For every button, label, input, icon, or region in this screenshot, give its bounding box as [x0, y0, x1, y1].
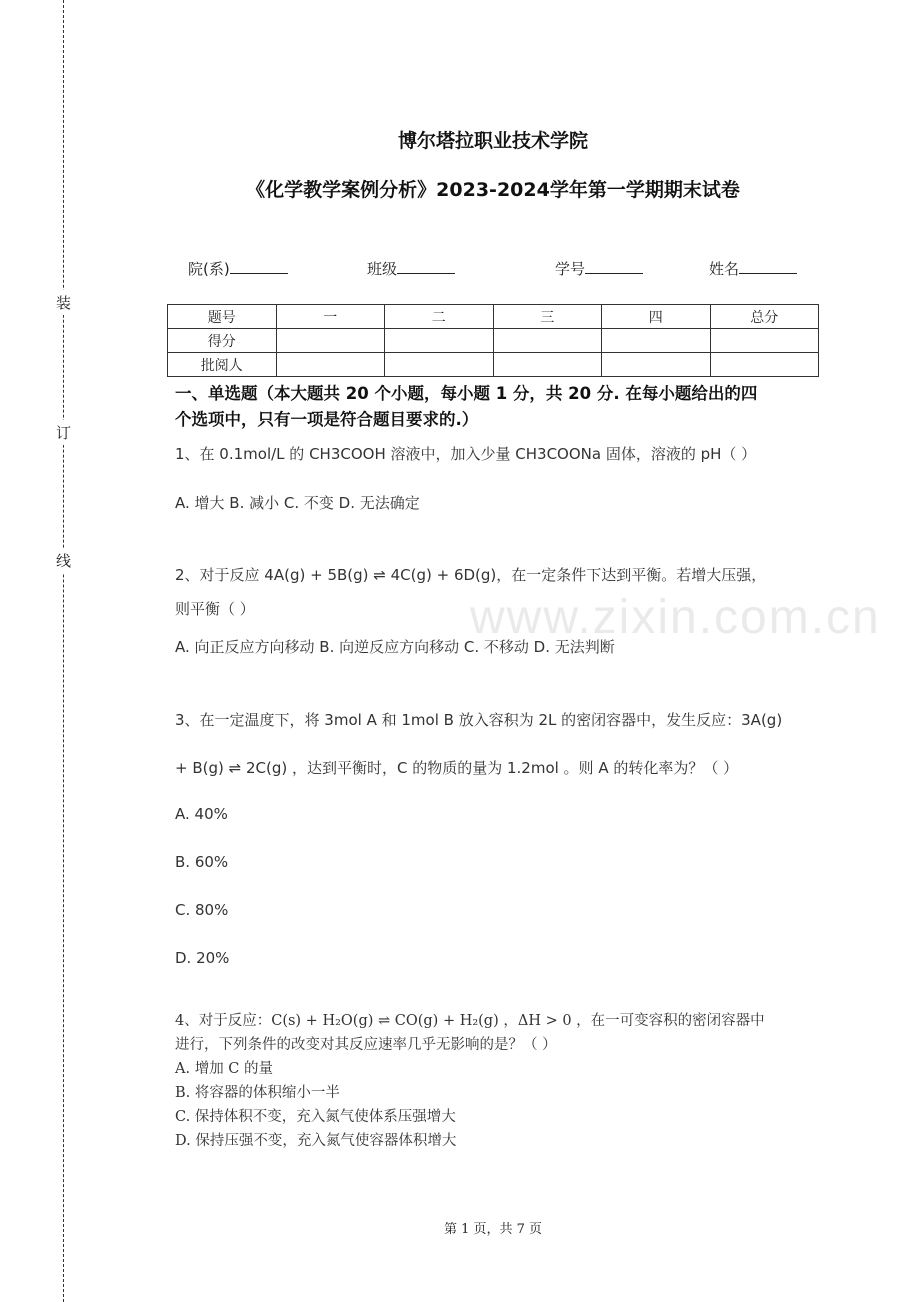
- score-table-header-row: [168, 305, 819, 329]
- grader-cell[interactable]: [602, 353, 711, 377]
- info-field-name: 姓名: [709, 258, 797, 279]
- col-header-total: 总分: [710, 305, 819, 329]
- info-field-class: 班级: [367, 258, 455, 279]
- page-footer: 第 1 页，共 7 页: [443, 1222, 543, 1237]
- q1-stem: 1、在 0.1mol/L 的 CH3COOH 溶液中，加入少量 CH3COONa 固体，溶液的 pH（ ）: [175, 445, 757, 463]
- q2-options: A. 向正反应方向移动 B. 向逆反应方向移动 C. 不移动 D. 无法判断: [175, 638, 615, 656]
- grader-cell[interactable]: [493, 353, 602, 377]
- q4-stem-line1: 4、对于反应：C(s) + H₂O(g) ⇌ CO(g) + H₂(g) ，ΔH > 0 ，在一可变容积的密闭容器中: [175, 1013, 765, 1029]
- student-info-row: [0, 258, 920, 282]
- q4-option-b: B. 将容器的体积缩小一半: [175, 1085, 340, 1101]
- grader-cell[interactable]: [710, 353, 819, 377]
- q3-option-c: C. 80%: [175, 901, 229, 919]
- class-blank[interactable]: [397, 259, 455, 274]
- name-blank[interactable]: [739, 259, 797, 274]
- q3-option-b: B. 60%: [175, 853, 229, 871]
- score-cell[interactable]: [385, 329, 494, 353]
- score-cell[interactable]: [276, 329, 385, 353]
- q3-stem-line2: + B(g) ⇌ 2C(g) ，达到平衡时，C 的物质的量为 1.2mol 。则 A 的转化率为？（ ）: [175, 759, 739, 777]
- binding-char-xian: 线: [56, 548, 71, 573]
- q3-stem-line1: 3、在一定温度下，将 3mol A 和 1mol B 放入容积为 2L 的密闭容器中，发生反应：3A(g): [175, 711, 783, 729]
- q2-stem-line2: 则平衡（ ）: [175, 600, 255, 618]
- score-table-grader-row: [168, 353, 819, 377]
- q1-options: A. 增大 B. 减小 C. 不变 D. 无法确定: [175, 494, 420, 512]
- row-label-score: 得分: [168, 329, 277, 353]
- q4-option-a: A. 增加 C 的量: [175, 1061, 274, 1077]
- q3-option-a: A. 40%: [175, 805, 228, 823]
- info-field-student-id: 学号: [555, 258, 643, 279]
- score-table-score-row: [168, 329, 819, 353]
- score-table: [167, 304, 819, 377]
- grader-cell[interactable]: [385, 353, 494, 377]
- col-header-1: 一: [276, 305, 385, 329]
- q2-stem-line1: 2、对于反应 4A(g) + 5B(g) ⇌ 4C(g) + 6D(g)，在一定条件下达到平衡。若增大压强，: [175, 566, 767, 584]
- grader-cell[interactable]: [276, 353, 385, 377]
- info-field-department: 院(系): [188, 258, 288, 279]
- row-label-grader: 批阅人: [168, 353, 277, 377]
- q4-stem-line2: 进行，下列条件的改变对其反应速率几乎无影响的是？（ ）: [175, 1037, 557, 1053]
- col-header-2: 二: [385, 305, 494, 329]
- student-id-blank[interactable]: [585, 259, 643, 274]
- score-cell[interactable]: [710, 329, 819, 353]
- col-header-3: 三: [493, 305, 602, 329]
- score-cell[interactable]: [602, 329, 711, 353]
- section-1-heading: 一、单选题（本大题共 20 个小题，每小题 1 分，共 20 分. 在每小题给出的四 个选项中，只有一项是符合题目要求的.）: [175, 384, 758, 429]
- binding-char-ding: 订: [56, 420, 71, 445]
- exam-title: 《化学教学案例分析》2023-2024学年第一学期期末试卷: [246, 179, 740, 201]
- school-name: 博尔塔拉职业技术学院: [397, 130, 588, 152]
- score-cell[interactable]: [493, 329, 602, 353]
- q4-option-d: D. 保持压强不变，充入氮气使容器体积增大: [175, 1133, 457, 1149]
- q3-option-d: D. 20%: [175, 949, 230, 967]
- q4-option-c: C. 保持体积不变，充入氮气使体系压强增大: [175, 1109, 456, 1125]
- row-label-question-no: 题号: [168, 305, 277, 329]
- col-header-4: 四: [602, 305, 711, 329]
- binding-char-zhuang: 装: [56, 290, 71, 315]
- department-blank[interactable]: [230, 259, 288, 274]
- watermark-text: www.zixin.com.cn: [470, 591, 881, 644]
